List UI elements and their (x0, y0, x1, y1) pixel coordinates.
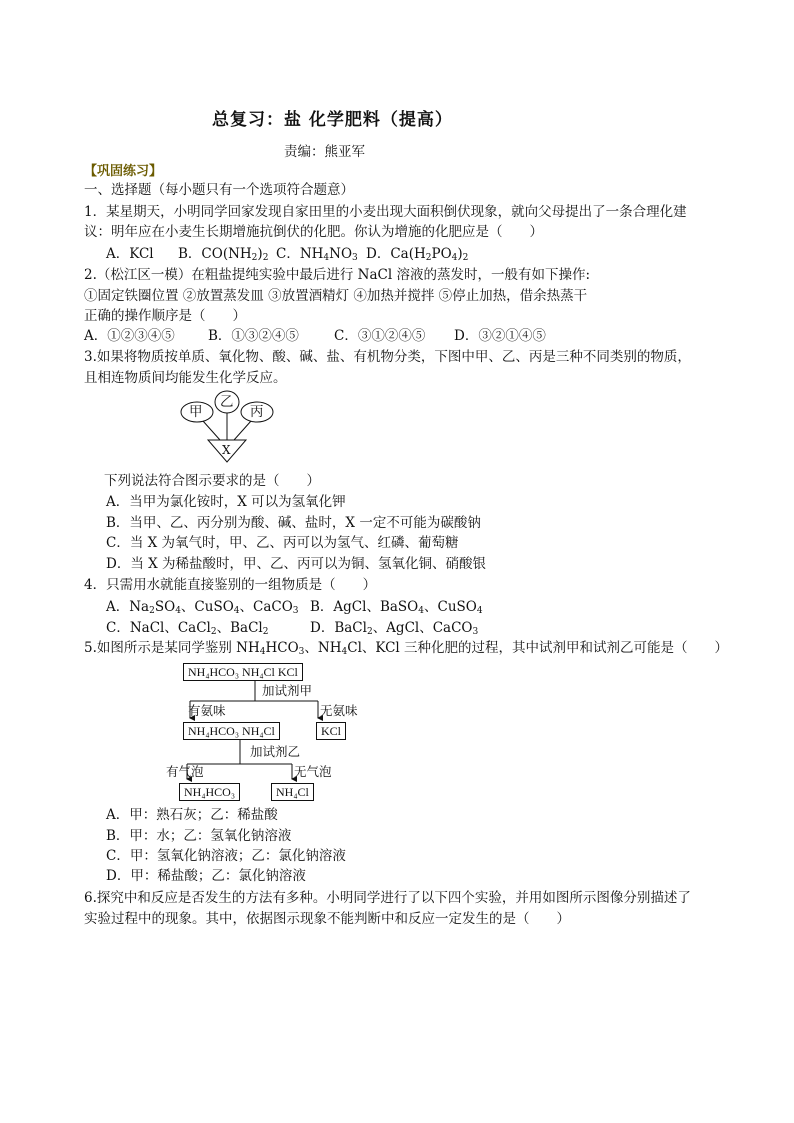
flow-bottom-left-box: NH₄HCO₃ (179, 783, 240, 801)
q1-line2: 议：明年应在小麦生长期增施抗倒伏的化肥。你认为增施的化肥应是（ ） (84, 224, 543, 240)
q2-line2: ①固定铁圈位置 ②放置蒸发皿 ③放置酒精灯 ④加热并搅拌 ⑤停止加热，借余热蒸干 (84, 288, 588, 304)
q5-line1: 5.如图所示是某同学鉴别 $NH_4HCO_3$、$NH_4Cl$、KCl 三种化肥的过程，其中试剂甲和试剂乙可能是（ ） (84, 640, 729, 657)
q3-option-b: B．当甲、乙、丙分别为酸、碱、盐时，X 一定不可能为碳酸钠 (106, 515, 481, 531)
flow-mid-box: NH₄HCO₃ NH₄Cl (183, 722, 280, 740)
q6-line2: 实验过程中的现象。其中，依据图示现象不能判断中和反应一定发生的是（ ） (84, 911, 570, 927)
q4-option-b: B．AgCl、BaSO$_4$、CuSO$_4$ (310, 599, 483, 616)
q3-option-a: A．当甲为氯化铵时，X 可以为氢氧化钾 (106, 494, 346, 510)
flow-left-2: 有气泡 (166, 764, 204, 779)
q2-option-a: A．①②③④⑤ (84, 328, 175, 344)
q2-option-d: D．③②①④⑤ (454, 328, 546, 344)
q1-line1: 1．某星期天，小明同学回家发现自家田里的小麦出现大面积倒伏现象，就向父母提出了一条合理化建 (84, 204, 687, 220)
section-label: 【巩固练习】 (84, 164, 163, 179)
q2-option-b: B．①③②④⑤ (208, 328, 299, 344)
flow-reagent-2: 加试剂乙 (250, 744, 301, 759)
q5-option-a: A．甲：熟石灰；乙：稀盐酸 (106, 807, 278, 823)
q3-option-d: D．当 X 为稀盐酸时，甲、乙、丙可以为铜、氢氧化铜、硝酸银 (106, 556, 487, 572)
q4-line1: 4．只需用水就能直接鉴别的一组物质是（ ） (84, 577, 377, 593)
flow-kcl-box: KCl (316, 722, 346, 740)
q5-option-c: C．甲：氢氧化钠溶液；乙：氯化钠溶液 (106, 848, 346, 864)
diagram-node-yi: 乙 (220, 394, 234, 410)
author-line: 责编：熊亚军 (284, 144, 365, 160)
q5-option-b: B．甲：水；乙：氢氧化钠溶液 (106, 828, 292, 844)
q3-stem: 下列说法符合图示要求的是（ ） (104, 473, 320, 489)
q3-line1: 3.如果将物质按单质、氧化物、酸、碱、盐、有机物分类，下图中甲、乙、丙是三种不同类别的物质， (84, 349, 691, 365)
q1-option-b: B．$CO(NH_2)_2$ (178, 246, 269, 263)
q1-option-c: C．$NH_4NO_3$ (276, 246, 358, 263)
page-title: 总复习：盐 化学肥料（提高） (212, 110, 453, 130)
diagram-node-bing: 丙 (250, 404, 264, 420)
q1-option-a: A．KCl (106, 246, 154, 262)
q1-option-d: D．$Ca(H_2PO_4)_2$ (366, 246, 469, 263)
q2-option-c: C．③①②④⑤ (334, 328, 426, 344)
flow-top-box: NH₄HCO₃ NH₄Cl KCl (183, 663, 303, 681)
q2-line1: 2.（松江区一模）在粗盐提纯实验中最后进行 NaCl 溶液的蒸发时，一般有如下操作: (84, 267, 591, 283)
flow-bottom-right-box: NH₄Cl (271, 783, 314, 801)
q4-option-a: A．$Na_2SO_4$、CuSO$_4$、CaCO$_3$ (106, 599, 299, 616)
diagram-node-x: X (222, 443, 231, 457)
flow-left-1: 有氨味 (188, 703, 226, 718)
flow-right-1: 无氨味 (320, 703, 358, 718)
q3-option-c: C．当 X 为氧气时，甲、乙、丙可以为氢气、红磷、葡萄糖 (106, 535, 459, 551)
q3-line2: 且相连物质间均能发生化学反应。 (84, 370, 287, 386)
q4-option-d: D．BaCl$_2$、AgCl、CaCO$_3$ (310, 620, 479, 637)
part-heading: 一、选择题（每小题只有一个选项符合题意） (84, 182, 354, 198)
diagram-node-jia: 甲 (189, 404, 203, 420)
q5-option-d: D．甲：稀盐酸；乙：氯化钠溶液 (106, 868, 306, 884)
flow-reagent-1: 加试剂甲 (262, 683, 313, 698)
q2-line3: 正确的操作顺序是（ ） (84, 308, 246, 324)
q6-line1: 6.探究中和反应是否发生的方法有多种。小明同学进行了以下四个实验，并用如图所示图像分别描述了 (84, 890, 691, 906)
q4-option-c: C．NaCl、CaCl$_2$、BaCl$_2$ (106, 620, 269, 637)
flow-right-2: 无气泡 (294, 764, 332, 779)
